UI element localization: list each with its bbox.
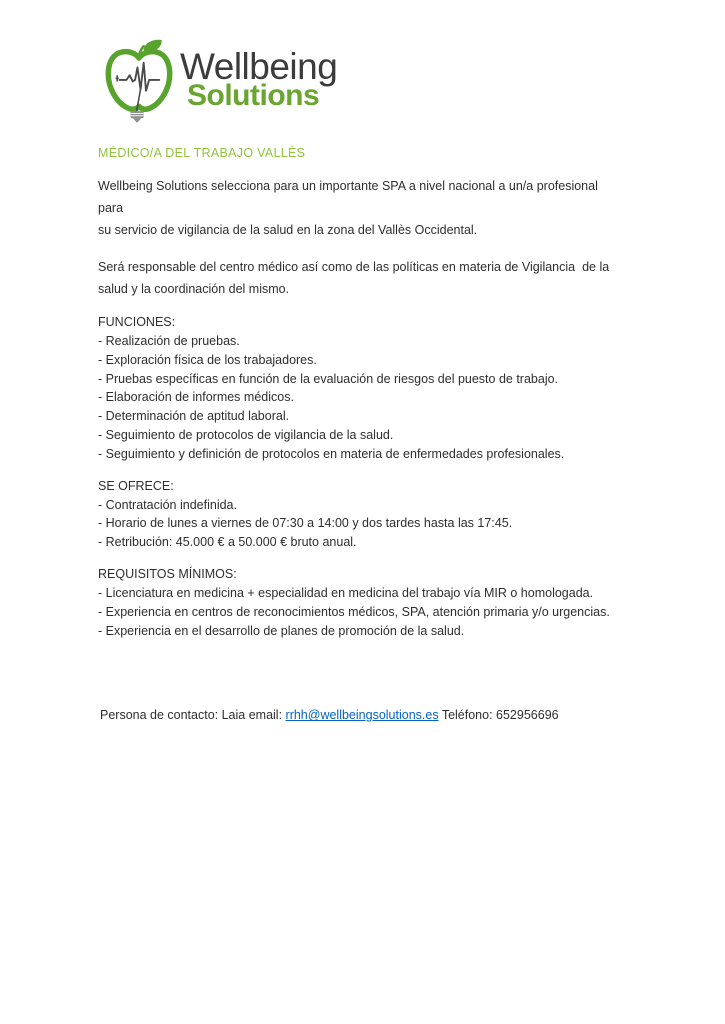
job-title: MÉDICO/A DEL TRABAJO VALLÈS [98,146,306,160]
section-heading: SE OFRECE: [98,478,174,493]
intro-paragraph-1 [98,175,620,241]
list-item: - Horario de lunes a viernes de 07:30 a 14:00 y dos tardes hasta las 17:45. [98,516,513,531]
brand-name-wellbeing: Wellbeing [180,46,338,87]
list-item: - Seguimiento de protocolos de vigilancia de la salud. [98,427,394,442]
intro-paragraph-2 [98,256,620,300]
section-se-ofrece [98,477,620,552]
list-item: - Licenciatura en medicina + especialidad en medicina del trabajo vía MIR o homologada. [98,585,594,600]
list-item: - Retribución: 45.000 € a 50.000 € bruto anual. [98,535,357,550]
list-item: - Determinación de aptitud laboral. [98,409,290,424]
list-item: - Contratación indefinida. [98,497,237,512]
list-item: - Experiencia en el desarrollo de planes de promoción de la salud. [98,623,465,638]
paragraph-line: su servicio de vigilancia de la salud en la zona del Vallès Occidental. [98,223,478,237]
list-item: - Seguimiento y definición de protocolos en materia de enfermedades profesionales. [98,446,565,461]
section-requisitos [98,565,620,640]
paragraph-line: Wellbeing Solutions selecciona para un importante SPA a nivel nacional a un/a profesional para [98,179,602,215]
apple-heartbeat-lightbulb-icon [100,38,178,128]
list-item: - Realización de pruebas. [98,334,240,348]
list-item: - Experiencia en centros de reconocimientos médicos, SPA, atención primaria y/o urgencias. [98,604,610,619]
funciones-list [98,332,620,464]
section-heading: FUNCIONES: [98,315,176,329]
section-funciones [98,313,620,464]
paragraph-line: Será responsable del centro médico así como de las políticas en materia de Vigilancia de la [98,260,610,274]
list-item: - Exploración física de los trabajadores. [98,352,317,367]
section-heading: REQUISITOS MÍNIMOS: [98,566,237,581]
requisitos-list [98,584,620,640]
list-item: - Elaboración de informes médicos. [98,390,294,405]
logo-wordmark [180,48,337,111]
contact-line [100,706,620,725]
contact-suffix: Teléfono: 652956696 [438,708,559,723]
wellbeing-logo [100,38,620,130]
se-ofrece-list [98,496,620,552]
contact-email-link[interactable]: rrhh@wellbeingsolutions.es [285,708,439,723]
brand-name-solutions: Solutions [187,79,320,112]
list-item: - Pruebas específicas en función de la evaluación de riesgos del puesto de trabajo. [98,371,559,386]
paragraph-line: salud y la coordinación del mismo. [98,282,290,296]
contact-prefix: Persona de contacto: Laia email: [100,708,286,723]
